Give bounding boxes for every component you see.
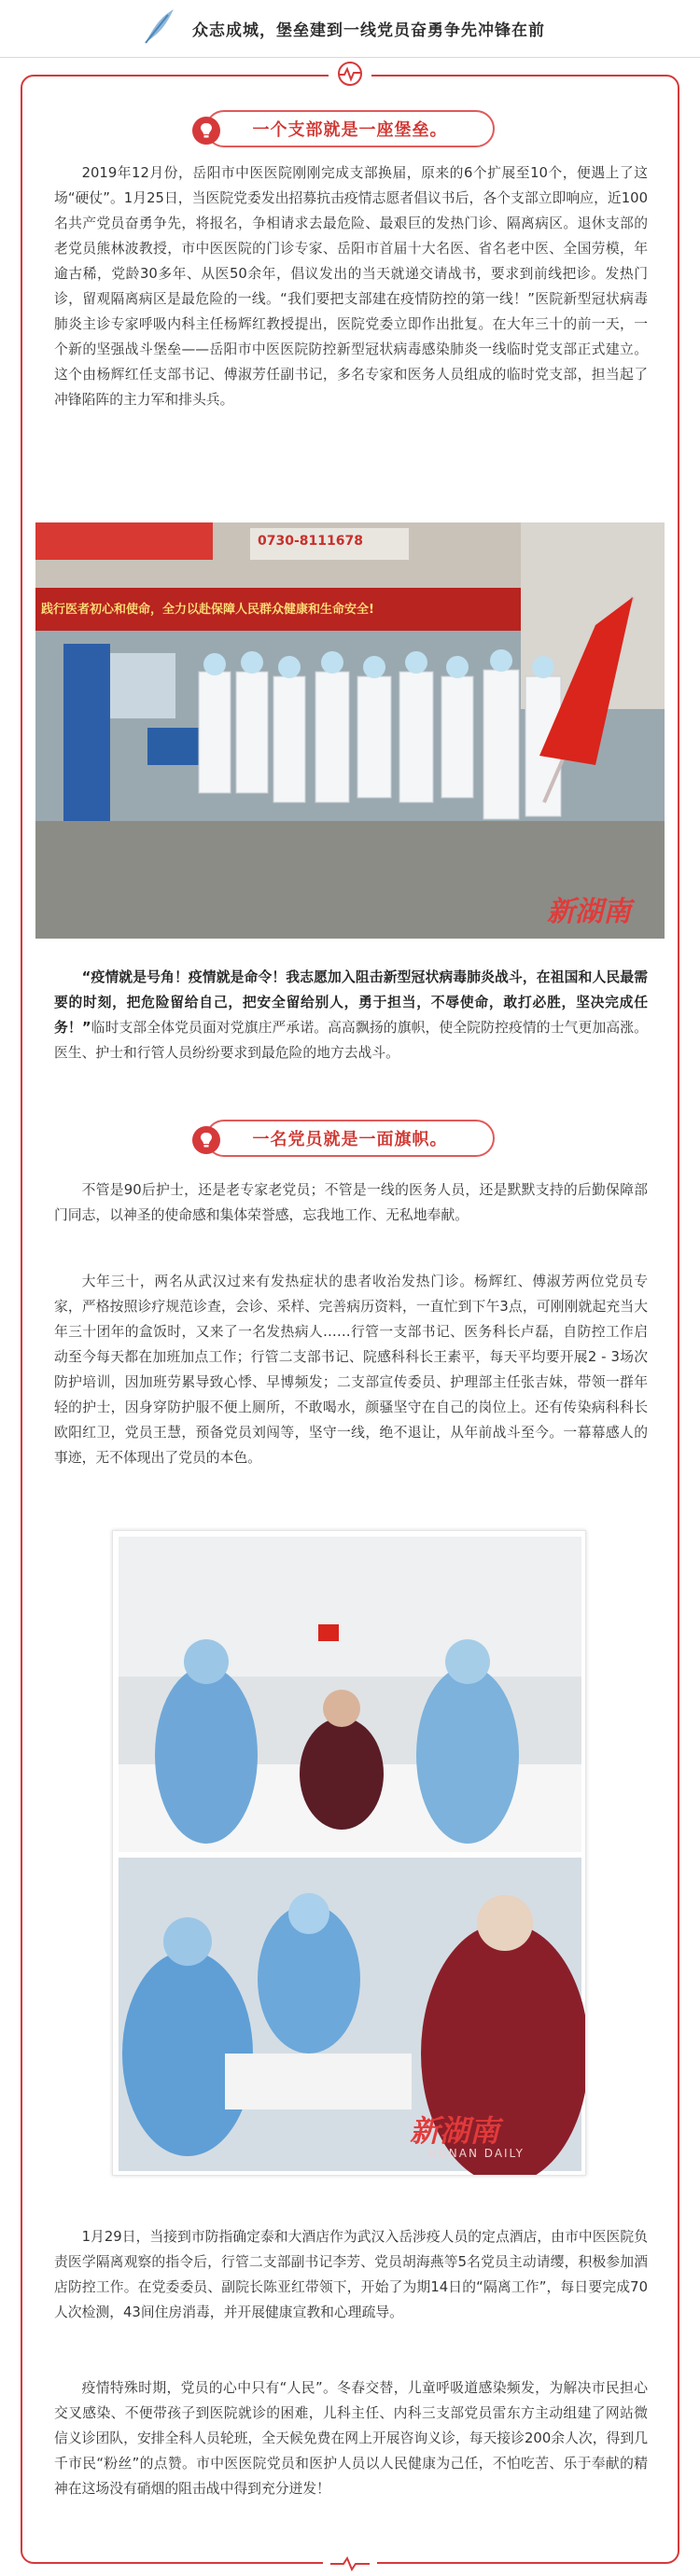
- photo-ward-work: [112, 1530, 586, 2176]
- oath-quote: “疫情就是号角！疫情就是命令！我志愿加入阻击新型冠状病毒肺炎战斗，在祖国和人民最需要的时刻，把危险留给自己，把安全留给别人，勇于担当，不辱使命，敢打必胜，坚决完成任务！”: [54, 969, 648, 1036]
- watermark-2-sub: HUNAN DAILY: [428, 2147, 525, 2160]
- sign-phone-number: 0730-8111678: [258, 534, 363, 549]
- section-heading-1: [205, 110, 495, 147]
- page-title: 众志成城，堡垒建到一线党员奋勇争先冲锋在前: [192, 21, 545, 40]
- paragraph-6: 疫情特殊时期，党员的心中只有“人民”。冬春交替，儿童呼吸道感染频发，为解决市民担心交叉感染、不便带孩子到医院就诊的困难，儿科主任、内科三支部党员雷东方主动组建了网站微信义诊团队，安排全科人员轮班，全天候免费在网上开展咨询义诊，每天接诊200余人次，得到几千市民“粉丝”的点赞。市中医医院党员和医护人员以人民健康为己任，不怕吃苦、乐于奉献的精神在这场没有硝烟的阻击战中得到充分迸发！: [54, 2380, 648, 2497]
- banner-text: 践行医者初心和使命，全力以赴保障人民群众健康和生命安全!: [41, 603, 374, 617]
- paragraph-2: [54, 965, 648, 1065]
- page-header: [0, 0, 700, 58]
- feather-icon: [140, 6, 177, 47]
- oath-description: 临时支部全体党员面对党旗庄严承诺。高高飘扬的旗帜，使全院防控疫情的士气更加高涨。医生、护士和行管人员纷纷要求到最危险的地方去战斗。: [54, 1020, 648, 1061]
- section-heading-1-text: 一个支部就是一座堡垒。: [252, 120, 448, 140]
- paragraph-3: 不管是90后护士，还是老专家老党员；不管是一线的医务人员，还是默默支持的后勤保障部门同志，以神圣的使命感和集体荣誉感，忘我地工作、无私地奉献。: [54, 1182, 648, 1223]
- photo-ward-work-image: [113, 1531, 586, 2176]
- section-heading-2: [205, 1120, 495, 1157]
- lightbulb-icon: [192, 1126, 220, 1154]
- paragraph-5: 1月29日，当接到市防指确定泰和大酒店作为武汉入岳涉疫人员的定点酒店，由市中医医院负责医学隔离观察的指令后，行管二支部副书记李芳、党员胡海燕等5名党员主动请缨，积极参加酒店防控工作。在党委委员、副院长陈亚红带领下，开始了为期14日的“隔离工作”，每日要完成70人次检测，43间住房消毒，并开展健康宣教和心理疏导。: [54, 2229, 648, 2320]
- lightbulb-icon: [192, 117, 220, 145]
- photo-oath-ceremony: [35, 522, 665, 939]
- paragraph-4: 大年三十，两名从武汉过来有发热症状的患者收治发热门诊。杨辉红、傅淑芳两位党员专家，严格按照诊疗规范诊查，会诊、采样、完善病历资料，一直忙到下午3点，可刚刚就起充当大年三十团年的盒饭时，又来了一名发热病人……行管一支部书记、医务科长卢磊，自防控工作启动至今每天都在加班加点工作；行管二支部书记、院感科科长王素平，每天平均要开展2 - 3场次防护培训，因加班劳累导致心悸、早博频发；二支部宣传委员、护理部主任张吉妹，带领一群年轻的护士，因身穿防护服不便上厕所，不敢喝水，颜骚坚守在自己的岗位上。还有传染病科科长欧阳红卫，党员王慧，预备党员刘闯等，坚守一线，绝不退让，从年前战斗至今。一幕幕感人的事迹，无不体现出了党员的本色。: [54, 1274, 648, 1466]
- section-heading-2-text: 一名党员就是一面旗帜。: [252, 1130, 448, 1149]
- paragraph-1: 2019年12月份，岳阳市中医医院刚刚完成支部换届，原来的6个扩展至10个，便遇上了这场“硬仗”。1月25日，当医院党委发出招募抗击疫情志愿者倡议书后，各个支部立即响应，近100名共产党员奋勇争先，将报名，争相请求去最危险、最艰巨的发热门诊、隔离病区。退休支部的老党员熊林波教授，市中医医院的门诊专家、岳阳市首届十大名医、省名老中医、全国劳模，年逾古稀，党龄30多年、从医50余年，倡议发出的当天就递交请战书，要求到前线把诊。发热门诊，留观隔离病区是最危险的一线。“我们要把支部建在疫情防控的第一线！”医院新型冠状病毒肺炎主诊专家呼吸内科主任杨辉红教授提出，医院党委立即作出批复。在大年三十的前一天，一个新的坚强战斗堡垒——岳阳市中医医院防控新型冠状病毒感染肺炎一线临时党支部正式建立。这个由杨辉红任支部书记、傅淑芳任副书记，多名专家和医务人员组成的临时党支部，担当起了冲锋陷阵的主力军和排头兵。: [54, 165, 648, 408]
- watermark-1: 新湖南: [547, 896, 631, 928]
- heartbeat-icon: [329, 58, 371, 90]
- watermark-2: 新湖南: [410, 2113, 500, 2149]
- photo-oath-ceremony-image: [35, 522, 665, 939]
- bottom-heartbeat-icon: [323, 2553, 377, 2575]
